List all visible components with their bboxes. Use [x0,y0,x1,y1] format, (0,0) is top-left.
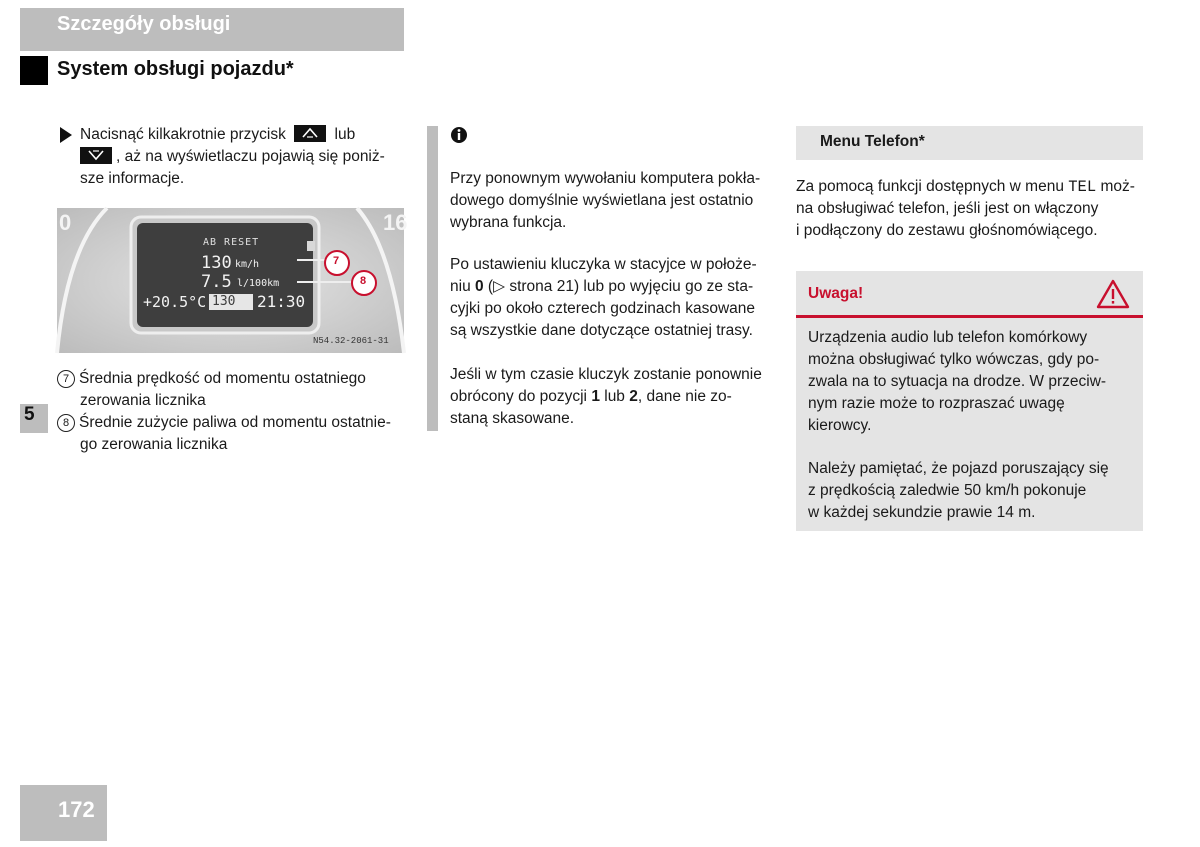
display-speed-value: 130 [201,253,232,273]
info-paragraph [450,254,780,342]
step-text: , aż na wyświetlaczu pojawią się poniż- [116,148,385,165]
text-line: na obsługiwać telefon, jeśli jest on włączony [796,200,1099,217]
position-number: 1 [591,388,600,405]
warning-title: Uwaga! [808,285,864,302]
text-line [796,176,1146,198]
chapter-number: 5 [24,404,35,425]
section-marker [20,56,48,85]
info-paragraph [450,168,780,234]
text-line: Przy ponownym wywołaniu komputera pokła- [450,170,761,187]
text-line: w każdej sekundzie prawie 14 m. [808,504,1036,521]
step-text: lub [334,126,356,143]
text-span: (▷ strona 21) lub po wyjęciu go ze sta- [483,278,754,295]
text-line: Jeśli w tym czasie kluczyk zostanie ponownie [450,366,762,383]
gauge-left-label: 0 [59,210,72,235]
step-text: Nacisnąć kilkakrotnie przycisk [80,126,286,143]
text-line: z prędkością zaledwie 50 km/h pokonuje [808,482,1087,499]
text-line: Urządzenia audio lub telefon komórkowy [808,329,1088,346]
text-line: zwala na to sytuacja na drodze. W przeciw- [808,373,1107,390]
text-span: lub [599,388,630,405]
instrument-cluster-figure [57,208,408,353]
text-span: moż- [1096,178,1135,195]
text-line: dowego domyślnie wyświetlana jest ostatnio [450,192,754,209]
text-line: są wszystkie dane dotyczące ostatniej trasy. [450,322,753,339]
display-temperature: +20.5°C [143,293,207,311]
legend-text: Średnie zużycie paliwa od momentu ostatnie- [79,414,391,431]
legend-item [57,368,407,412]
legend-item [57,412,407,456]
arrow-up-key-icon [294,125,326,142]
text-line: cyjki po około czterech godzinach kasowane [450,300,756,317]
callout-7: 7 [333,255,340,267]
text-span: Za pomocą funkcji dostępnych w menu [796,178,1069,195]
text-line: nym razie może to rozpraszać uwagę [808,395,1065,412]
info-side-bar [427,126,438,431]
warning-paragraph [808,327,1138,437]
legend-text-cont: go zerowania licznika [80,436,228,453]
instruction-step [60,124,390,190]
text-line: kierowcy. [808,417,872,434]
display-consumption-value: 7.5 [201,272,232,292]
gauge-right-label: 16 [383,210,408,235]
text-span: niu [450,278,475,295]
text-line: i podłączony do zestawu głośnomówiącego. [796,222,1098,239]
info-paragraph [450,364,780,430]
section-title: System obsługi pojazdu* [57,58,294,80]
display-time: 21:30 [257,292,306,311]
legend-text-cont: zerowania licznika [80,392,206,409]
chapter-title: Szczegóły obsługi [57,13,231,35]
warning-triangle-icon [1096,279,1130,309]
display-consumption-unit: l/100km [237,278,280,289]
legend-text: Średnia prędkość od momentu ostatniego [79,370,366,387]
display-speed-unit: km/h [235,259,260,270]
arrow-down-key-icon [80,147,112,164]
callout-8: 8 [360,275,367,287]
display-odometer: 130 [212,294,236,309]
text-line: staną skasowane. [450,410,575,427]
text-line [450,276,780,298]
step-text: sze informacje. [80,170,185,187]
position-number: 2 [629,388,638,405]
info-icon [450,124,468,146]
text-line: Po ustawieniu kluczyka w stacyjce w położe- [450,256,757,273]
text-line: Należy pamiętać, że pojazd poruszający się [808,460,1109,477]
text-line: można obsługiwać tylko wówczas, gdy po- [808,351,1100,368]
warning-paragraph [808,458,1138,524]
step-arrow-icon [60,127,72,143]
warning-divider [796,315,1143,318]
display-reset-label: AB RESET [203,237,260,248]
figure-code: N54.32-2061-31 [313,336,389,346]
page-number: 172 [58,797,95,822]
text-line: wybrana funkcja. [450,214,567,231]
text-span: , dane nie zo- [637,388,732,405]
text-line [450,386,780,408]
menu-code: TEL [1068,178,1097,196]
text-span: obrócony do pozycji [450,388,592,405]
legend-number: 8 [57,414,75,432]
legend-number: 7 [57,370,75,388]
menu-description [796,176,1146,242]
menu-title: Menu Telefon* [820,133,925,150]
position-number: 0 [475,278,484,295]
